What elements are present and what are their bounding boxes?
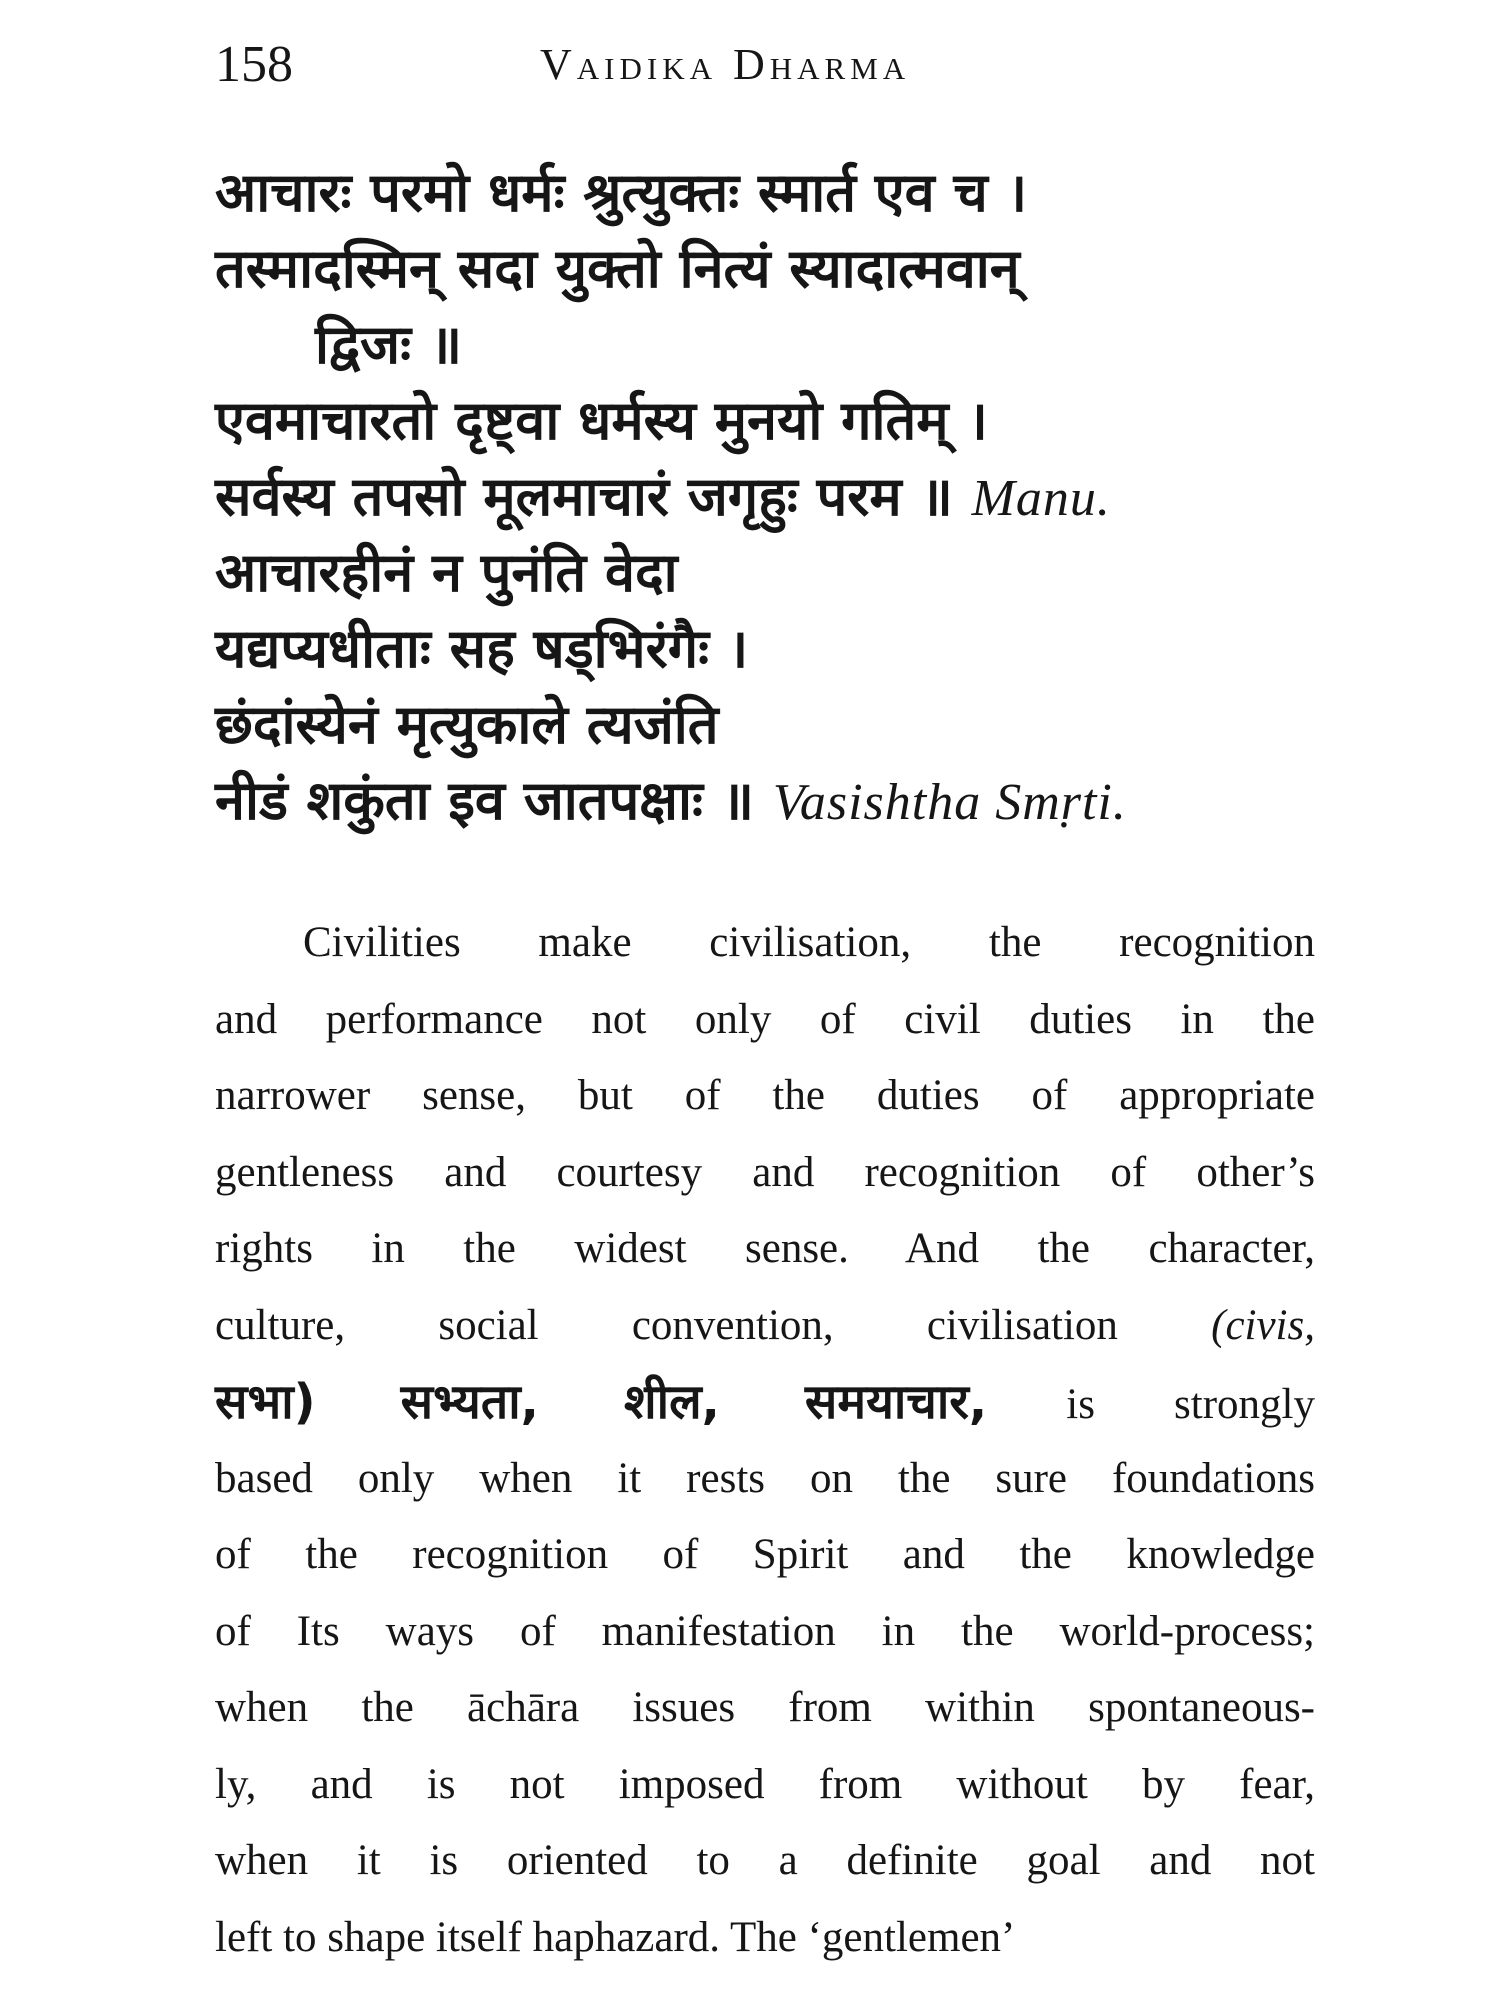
verse-line: छंदांस्येनं मृत्युकाले त्यजंति xyxy=(215,693,719,756)
prose-paragraph xyxy=(215,905,1315,1976)
verse-line: द्विजः ॥ xyxy=(315,313,463,376)
prose-line: and performance not only of civil duties in the xyxy=(215,995,1315,1043)
page-number: 158 xyxy=(215,36,293,93)
prose-line: Civilities make civilisation, the recognition xyxy=(303,919,1315,966)
italic-term: (civis, xyxy=(1211,1301,1315,1349)
prose-line: of the recognition of Spirit and the knowledge xyxy=(215,1531,1315,1578)
prose-line: narrower sense, but of the duties of appropriate xyxy=(215,1072,1315,1119)
prose-line: rights in the widest sense. And the character, xyxy=(215,1225,1315,1272)
verse-line: यद्यप्यधीताः सह षड्भिरंगैः । xyxy=(215,617,749,680)
prose-line: culture, social convention, civilisation (civis, xyxy=(215,1301,1315,1349)
verse-line: तस्मादस्मिन् सदा युक्तो नित्यं स्यादात्मवान् xyxy=(215,237,1020,300)
prose-line: ly, and is not imposed from without by fear, xyxy=(215,1760,1315,1808)
prose-line: based only when it rests on the sure foundations xyxy=(215,1454,1315,1502)
verse-attribution: Vasishtha Smṛti. xyxy=(772,774,1127,831)
prose-line: सभा) सभ्यता, शील, समयाचार, is strongly xyxy=(215,1374,1315,1430)
running-title: Vaidika Dharma xyxy=(540,40,911,89)
prose-line: gentleness and courtesy and recognition of other’s xyxy=(215,1148,1315,1196)
prose-line: of Its ways of manifestation in the world-process; xyxy=(215,1607,1315,1655)
verse-line: सर्वस्य तपसो मूलमाचारं जगृहुः परम ॥ Manu. xyxy=(215,465,1111,528)
page-header xyxy=(215,30,1315,100)
prose-line: when it is oriented to a definite goal and not xyxy=(215,1837,1315,1884)
verse-attribution: Manu. xyxy=(971,470,1111,527)
verse-line: आचारहीनं न पुनंति वेदा xyxy=(215,541,678,604)
prose-line: when the āchāra issues from within spontaneous- xyxy=(215,1684,1315,1731)
prose-line: left to shape itself haphazard. The ‘gentlemen’ xyxy=(215,1913,1016,1961)
sanskrit-verses xyxy=(215,155,1330,839)
verse-line: आचारः परमो धर्मः श्रुत्युक्तः स्मार्त एव च । xyxy=(215,161,1028,224)
sanskrit-terms: सभा) सभ्यता, शील, समयाचार, xyxy=(215,1374,988,1430)
verse-line: नीडं शकुंता इव जातपक्षाः ॥ Vasishtha Smṛti. xyxy=(215,769,1127,832)
verse-line: एवमाचारतो दृष्ट्वा धर्मस्य मुनयो गतिम् । xyxy=(215,389,988,452)
